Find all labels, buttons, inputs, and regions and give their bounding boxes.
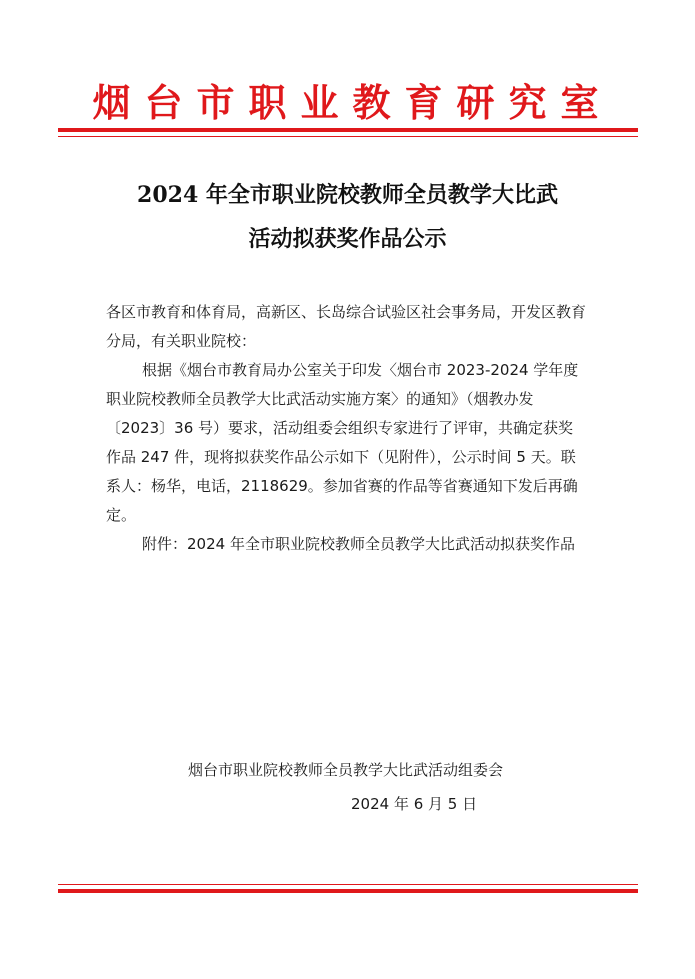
letterhead-rule-thick	[58, 128, 638, 132]
salutation: 各区市教育和体育局，高新区、长岛综合试验区社会事务局，开发区教育分局，有关职业院校：	[106, 303, 587, 350]
letterhead-rule-thin	[58, 136, 638, 137]
footer-rule-thin	[58, 884, 638, 885]
footer-rule-thick	[58, 889, 638, 893]
letterhead-title: 烟台市职业教育研究室	[92, 80, 613, 125]
signature-committee: 烟台市职业院校教师全员教学大比武活动组委会	[188, 761, 504, 779]
main-paragraph: 根据《烟台市教育局办公室关于印发〈烟台市 2023-2024 学年度职业院校教师全员教学大比武活动实施方案〉的通知》（烟教办发〔2023〕36 号）要求，活动组委会组织专家进行了评审，共确定获奖作品 247 件，现将拟获奖作品公示如下（见附件），公示时间 5 天。联系人：杨华，电话，2118629。参加省赛的作品等省赛通知下发后再确定。	[106, 361, 579, 524]
attachment-note: 附件：2024 年全市职业院校教师全员教学大比武活动拟获奖作品	[142, 535, 575, 553]
document-title-line-1: 2024 年全市职业院校教师全员教学大比武	[137, 182, 558, 208]
document-title-line-2: 活动拟获奖作品公示	[248, 226, 447, 252]
signature-date: 2024 年 6 月 5 日	[351, 795, 478, 813]
document-body	[106, 298, 586, 559]
